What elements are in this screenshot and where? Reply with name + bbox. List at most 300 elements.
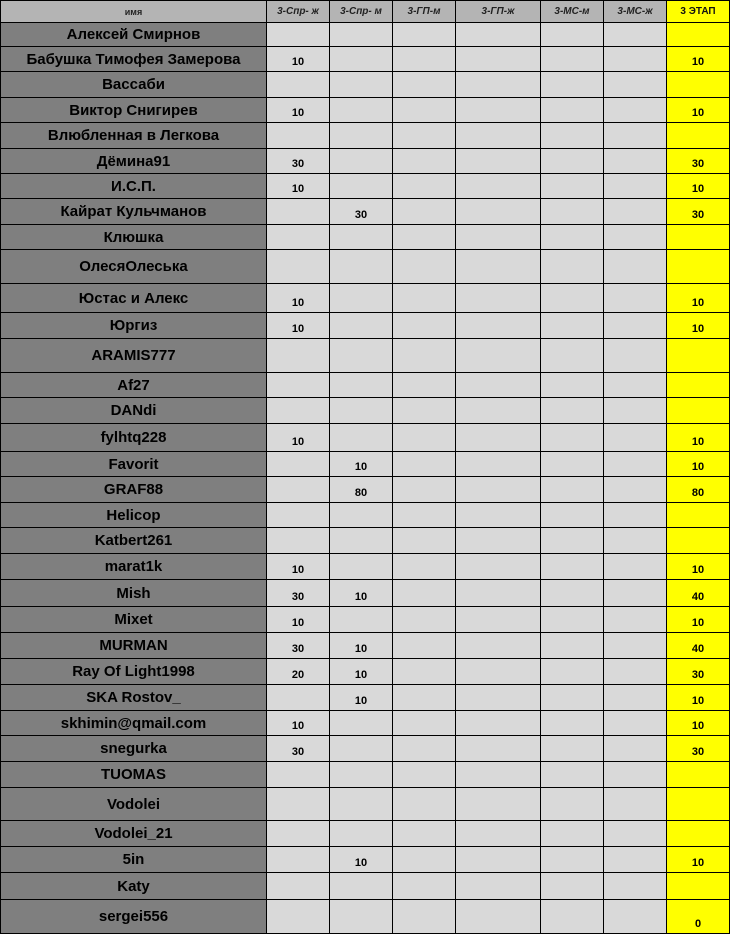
- header-gp-women[interactable]: 3-ГП-ж: [456, 1, 541, 23]
- score-ms-women[interactable]: [604, 72, 667, 98]
- score-ms-women[interactable]: [604, 98, 667, 123]
- score-gp-women[interactable]: [456, 225, 541, 250]
- score-gp-women[interactable]: [456, 373, 541, 398]
- score-ms-men[interactable]: [541, 503, 604, 528]
- score-spr-men[interactable]: [330, 250, 393, 284]
- score-gp-women[interactable]: [456, 762, 541, 788]
- score-ms-women[interactable]: [604, 503, 667, 528]
- table-row: [1, 736, 730, 762]
- score-gp-women[interactable]: [456, 659, 541, 685]
- score-gp-men[interactable]: [393, 736, 456, 762]
- score-spr-men[interactable]: [330, 424, 393, 452]
- score-gp-men[interactable]: [393, 607, 456, 633]
- participant-name[interactable]: Вассаби: [1, 72, 267, 98]
- score-ms-men[interactable]: [541, 736, 604, 762]
- participant-name[interactable]: Кайрат Кульчманов: [1, 199, 267, 225]
- participant-name[interactable]: И.С.П.: [1, 174, 267, 199]
- participant-name[interactable]: sergei556: [1, 900, 267, 934]
- score-ms-women[interactable]: [604, 788, 667, 821]
- score-ms-women[interactable]: [604, 250, 667, 284]
- participant-name[interactable]: Влюбленная в Легкова: [1, 123, 267, 149]
- participant-name[interactable]: Бабушка Тимофея Замерова: [1, 47, 267, 72]
- score-gp-men[interactable]: [393, 711, 456, 736]
- score-spr-men[interactable]: [330, 821, 393, 847]
- stage-total[interactable]: [667, 503, 730, 528]
- score-ms-women[interactable]: [604, 339, 667, 373]
- participant-name[interactable]: DANdi: [1, 398, 267, 424]
- score-ms-men[interactable]: [541, 284, 604, 313]
- score-spr-men[interactable]: [330, 762, 393, 788]
- score-spr-women[interactable]: 10: [267, 313, 330, 339]
- score-ms-women[interactable]: [604, 123, 667, 149]
- score-ms-men[interactable]: [541, 900, 604, 934]
- score-gp-men[interactable]: [393, 98, 456, 123]
- score-gp-women[interactable]: [456, 685, 541, 711]
- score-spr-women[interactable]: 20: [267, 659, 330, 685]
- score-gp-men[interactable]: [393, 149, 456, 174]
- score-spr-men[interactable]: [330, 788, 393, 821]
- score-ms-men[interactable]: [541, 199, 604, 225]
- score-ms-men[interactable]: [541, 373, 604, 398]
- score-spr-women[interactable]: [267, 398, 330, 424]
- score-ms-women[interactable]: [604, 373, 667, 398]
- table-row: [1, 607, 730, 633]
- score-spr-women[interactable]: [267, 788, 330, 821]
- score-gp-men[interactable]: [393, 123, 456, 149]
- score-ms-women[interactable]: [604, 607, 667, 633]
- stage-total[interactable]: [667, 873, 730, 900]
- score-gp-women[interactable]: [456, 339, 541, 373]
- score-spr-men[interactable]: 10: [330, 633, 393, 659]
- score-spr-men[interactable]: 10: [330, 659, 393, 685]
- score-ms-women[interactable]: [604, 199, 667, 225]
- score-spr-women[interactable]: 30: [267, 580, 330, 607]
- score-ms-women[interactable]: [604, 711, 667, 736]
- stage-total[interactable]: [667, 762, 730, 788]
- stage-total[interactable]: 10: [667, 313, 730, 339]
- score-gp-men[interactable]: [393, 847, 456, 873]
- score-spr-women[interactable]: [267, 225, 330, 250]
- score-ms-women[interactable]: [604, 398, 667, 424]
- score-ms-women[interactable]: [604, 580, 667, 607]
- participant-name[interactable]: Mixet: [1, 607, 267, 633]
- score-ms-men[interactable]: [541, 762, 604, 788]
- table-row: [1, 313, 730, 339]
- score-spr-women[interactable]: [267, 123, 330, 149]
- score-spr-women[interactable]: [267, 528, 330, 554]
- stage-total[interactable]: 10: [667, 452, 730, 477]
- stage-total[interactable]: 80: [667, 477, 730, 503]
- score-ms-men[interactable]: [541, 424, 604, 452]
- score-spr-men[interactable]: [330, 398, 393, 424]
- stage-total[interactable]: 10: [667, 685, 730, 711]
- score-ms-women[interactable]: [604, 284, 667, 313]
- stage-total[interactable]: 30: [667, 659, 730, 685]
- score-gp-women[interactable]: [456, 313, 541, 339]
- stage-total[interactable]: [667, 373, 730, 398]
- score-gp-women[interactable]: [456, 711, 541, 736]
- stage-total[interactable]: [667, 821, 730, 847]
- score-gp-women[interactable]: [456, 788, 541, 821]
- score-ms-women[interactable]: [604, 736, 667, 762]
- score-ms-women[interactable]: [604, 225, 667, 250]
- score-gp-women[interactable]: [456, 847, 541, 873]
- score-ms-men[interactable]: [541, 250, 604, 284]
- score-spr-men[interactable]: [330, 607, 393, 633]
- participant-name[interactable]: Helicop: [1, 503, 267, 528]
- score-ms-women[interactable]: [604, 528, 667, 554]
- score-ms-women[interactable]: [604, 554, 667, 580]
- score-spr-women[interactable]: 10: [267, 98, 330, 123]
- score-ms-men[interactable]: [541, 554, 604, 580]
- score-ms-men[interactable]: [541, 788, 604, 821]
- stage-total[interactable]: [667, 123, 730, 149]
- score-gp-women[interactable]: [456, 503, 541, 528]
- score-ms-women[interactable]: [604, 873, 667, 900]
- stage-total[interactable]: 10: [667, 284, 730, 313]
- score-spr-women[interactable]: 10: [267, 284, 330, 313]
- score-spr-women[interactable]: [267, 847, 330, 873]
- score-spr-women[interactable]: 30: [267, 736, 330, 762]
- score-spr-men[interactable]: [330, 339, 393, 373]
- score-spr-men[interactable]: [330, 174, 393, 199]
- header-stage-total[interactable]: 3 ЭТАП: [667, 1, 730, 23]
- score-spr-men[interactable]: [330, 225, 393, 250]
- score-gp-men[interactable]: [393, 72, 456, 98]
- table-row: [1, 47, 730, 72]
- score-ms-women[interactable]: [604, 477, 667, 503]
- header-gp-men[interactable]: 3-ГП-м: [393, 1, 456, 23]
- participant-name[interactable]: Vodolei_21: [1, 821, 267, 847]
- score-ms-women[interactable]: [604, 452, 667, 477]
- participant-name[interactable]: Юргиз: [1, 313, 267, 339]
- score-gp-men[interactable]: [393, 199, 456, 225]
- score-gp-women[interactable]: [456, 250, 541, 284]
- table-row: [1, 528, 730, 554]
- header-spr-women[interactable]: 3-Спр- ж: [267, 1, 330, 23]
- score-spr-women[interactable]: [267, 23, 330, 47]
- stage-total[interactable]: 10: [667, 47, 730, 72]
- participant-name[interactable]: Алексей Смирнов: [1, 23, 267, 47]
- score-ms-women[interactable]: [604, 149, 667, 174]
- score-gp-men[interactable]: [393, 900, 456, 934]
- score-spr-women[interactable]: [267, 477, 330, 503]
- score-gp-men[interactable]: [393, 225, 456, 250]
- table-row: [1, 250, 730, 284]
- score-gp-women[interactable]: [456, 873, 541, 900]
- score-spr-men[interactable]: [330, 123, 393, 149]
- table-row: [1, 633, 730, 659]
- score-ms-women[interactable]: [604, 821, 667, 847]
- score-gp-women[interactable]: [456, 528, 541, 554]
- score-gp-men[interactable]: [393, 580, 456, 607]
- participant-name[interactable]: Vodolei: [1, 788, 267, 821]
- participant-name[interactable]: Mish: [1, 580, 267, 607]
- score-gp-men[interactable]: [393, 398, 456, 424]
- score-spr-women[interactable]: [267, 685, 330, 711]
- score-spr-men[interactable]: [330, 98, 393, 123]
- stage-total[interactable]: 30: [667, 199, 730, 225]
- score-gp-women[interactable]: [456, 424, 541, 452]
- score-spr-women[interactable]: [267, 503, 330, 528]
- score-gp-women[interactable]: [456, 174, 541, 199]
- score-spr-men[interactable]: [330, 503, 393, 528]
- table-row: [1, 477, 730, 503]
- stage-total[interactable]: [667, 339, 730, 373]
- score-spr-men[interactable]: [330, 736, 393, 762]
- participant-name[interactable]: Katbert261: [1, 528, 267, 554]
- score-spr-men[interactable]: [330, 149, 393, 174]
- table-row: [1, 339, 730, 373]
- header-spr-men[interactable]: 3-Спр- м: [330, 1, 393, 23]
- stage-total[interactable]: [667, 398, 730, 424]
- score-ms-women[interactable]: [604, 685, 667, 711]
- score-spr-women[interactable]: 10: [267, 174, 330, 199]
- participant-name[interactable]: 5in: [1, 847, 267, 873]
- score-ms-women[interactable]: [604, 659, 667, 685]
- participant-name[interactable]: Юстас и Алекс: [1, 284, 267, 313]
- score-gp-women[interactable]: [456, 607, 541, 633]
- table-row: [1, 847, 730, 873]
- score-spr-men[interactable]: [330, 900, 393, 934]
- score-ms-women[interactable]: [604, 900, 667, 934]
- stage-total[interactable]: 30: [667, 736, 730, 762]
- score-spr-women[interactable]: 30: [267, 149, 330, 174]
- stage-total[interactable]: 40: [667, 633, 730, 659]
- score-ms-women[interactable]: [604, 23, 667, 47]
- participant-name[interactable]: SKA Rostov_: [1, 685, 267, 711]
- score-ms-women[interactable]: [604, 633, 667, 659]
- score-ms-men[interactable]: [541, 47, 604, 72]
- score-spr-women[interactable]: [267, 72, 330, 98]
- stage-total[interactable]: 10: [667, 174, 730, 199]
- score-gp-women[interactable]: [456, 398, 541, 424]
- score-gp-men[interactable]: [393, 762, 456, 788]
- table-row: [1, 373, 730, 398]
- table-row: [1, 685, 730, 711]
- score-gp-men[interactable]: [393, 503, 456, 528]
- participant-name[interactable]: GRAF88: [1, 477, 267, 503]
- score-gp-women[interactable]: [456, 736, 541, 762]
- score-gp-women[interactable]: [456, 900, 541, 934]
- score-gp-women[interactable]: [456, 149, 541, 174]
- stage-total[interactable]: 30: [667, 149, 730, 174]
- score-ms-men[interactable]: [541, 821, 604, 847]
- score-gp-men[interactable]: [393, 554, 456, 580]
- participant-name[interactable]: ОлесяОлеська: [1, 250, 267, 284]
- score-gp-women[interactable]: [456, 633, 541, 659]
- score-ms-men[interactable]: [541, 123, 604, 149]
- score-ms-men[interactable]: [541, 398, 604, 424]
- stage-total[interactable]: [667, 225, 730, 250]
- participant-name[interactable]: TUOMAS: [1, 762, 267, 788]
- table-body: [1, 23, 730, 934]
- participant-name[interactable]: Favorit: [1, 452, 267, 477]
- score-ms-men[interactable]: [541, 873, 604, 900]
- score-gp-men[interactable]: [393, 47, 456, 72]
- score-spr-men[interactable]: 10: [330, 685, 393, 711]
- stage-total[interactable]: [667, 528, 730, 554]
- score-gp-men[interactable]: [393, 174, 456, 199]
- header-ms-men[interactable]: 3-МС-м: [541, 1, 604, 23]
- score-spr-men[interactable]: [330, 873, 393, 900]
- score-ms-women[interactable]: [604, 762, 667, 788]
- score-gp-women[interactable]: [456, 452, 541, 477]
- score-ms-men[interactable]: [541, 659, 604, 685]
- score-ms-women[interactable]: [604, 313, 667, 339]
- score-spr-men[interactable]: [330, 373, 393, 398]
- score-spr-women[interactable]: 30: [267, 633, 330, 659]
- score-gp-men[interactable]: [393, 23, 456, 47]
- participant-name[interactable]: Дёмина91: [1, 149, 267, 174]
- score-ms-women[interactable]: [604, 847, 667, 873]
- table-row: [1, 762, 730, 788]
- participant-name[interactable]: Katy: [1, 873, 267, 900]
- score-spr-men[interactable]: 80: [330, 477, 393, 503]
- stage-total[interactable]: 10: [667, 98, 730, 123]
- score-spr-women[interactable]: [267, 250, 330, 284]
- score-ms-men[interactable]: [541, 225, 604, 250]
- score-gp-men[interactable]: [393, 250, 456, 284]
- score-spr-women[interactable]: 10: [267, 554, 330, 580]
- score-spr-women[interactable]: 10: [267, 47, 330, 72]
- stage-total[interactable]: 0: [667, 900, 730, 934]
- participant-name[interactable]: Виктор Снигирев: [1, 98, 267, 123]
- score-spr-men[interactable]: [330, 72, 393, 98]
- table-row: [1, 72, 730, 98]
- score-spr-women[interactable]: [267, 452, 330, 477]
- score-gp-women[interactable]: [456, 199, 541, 225]
- stage-total[interactable]: [667, 250, 730, 284]
- participant-name[interactable]: ARAMIS777: [1, 339, 267, 373]
- score-spr-women[interactable]: 10: [267, 711, 330, 736]
- header-name[interactable]: имя: [1, 1, 267, 23]
- score-ms-men[interactable]: [541, 98, 604, 123]
- score-gp-women[interactable]: [456, 72, 541, 98]
- score-ms-men[interactable]: [541, 452, 604, 477]
- score-spr-men[interactable]: [330, 23, 393, 47]
- score-spr-men[interactable]: 10: [330, 580, 393, 607]
- score-spr-men[interactable]: [330, 554, 393, 580]
- score-ms-women[interactable]: [604, 174, 667, 199]
- score-ms-men[interactable]: [541, 174, 604, 199]
- participant-name[interactable]: MURMAN: [1, 633, 267, 659]
- score-gp-women[interactable]: [456, 123, 541, 149]
- score-gp-men[interactable]: [393, 313, 456, 339]
- score-ms-men[interactable]: [541, 633, 604, 659]
- score-spr-men[interactable]: [330, 284, 393, 313]
- score-ms-men[interactable]: [541, 685, 604, 711]
- score-gp-men[interactable]: [393, 452, 456, 477]
- stage-total[interactable]: 10: [667, 607, 730, 633]
- score-gp-men[interactable]: [393, 424, 456, 452]
- score-ms-men[interactable]: [541, 477, 604, 503]
- score-ms-men[interactable]: [541, 149, 604, 174]
- score-spr-women[interactable]: [267, 339, 330, 373]
- participant-name[interactable]: snegurka: [1, 736, 267, 762]
- header-ms-women[interactable]: 3-МС-ж: [604, 1, 667, 23]
- participant-name[interactable]: skhimin@qmail.com: [1, 711, 267, 736]
- score-gp-men[interactable]: [393, 659, 456, 685]
- score-gp-men[interactable]: [393, 633, 456, 659]
- score-gp-men[interactable]: [393, 821, 456, 847]
- score-ms-men[interactable]: [541, 339, 604, 373]
- score-spr-women[interactable]: [267, 373, 330, 398]
- stage-total[interactable]: 10: [667, 711, 730, 736]
- score-gp-women[interactable]: [456, 98, 541, 123]
- score-spr-men[interactable]: [330, 711, 393, 736]
- participant-name[interactable]: Ray Of Light1998: [1, 659, 267, 685]
- score-spr-women[interactable]: [267, 873, 330, 900]
- stage-total[interactable]: [667, 23, 730, 47]
- score-ms-men[interactable]: [541, 711, 604, 736]
- stage-total[interactable]: 40: [667, 580, 730, 607]
- score-gp-women[interactable]: [456, 821, 541, 847]
- score-spr-women[interactable]: 10: [267, 607, 330, 633]
- stage-total[interactable]: [667, 72, 730, 98]
- score-gp-men[interactable]: [393, 788, 456, 821]
- score-gp-women[interactable]: [456, 477, 541, 503]
- stage-total[interactable]: 10: [667, 554, 730, 580]
- score-ms-men[interactable]: [541, 72, 604, 98]
- score-gp-women[interactable]: [456, 580, 541, 607]
- table-row: [1, 503, 730, 528]
- score-spr-women[interactable]: 10: [267, 424, 330, 452]
- stage-total[interactable]: 10: [667, 424, 730, 452]
- score-ms-women[interactable]: [604, 424, 667, 452]
- score-ms-men[interactable]: [541, 607, 604, 633]
- score-spr-men[interactable]: [330, 313, 393, 339]
- stage-total[interactable]: 10: [667, 847, 730, 873]
- score-gp-men[interactable]: [393, 528, 456, 554]
- score-ms-men[interactable]: [541, 23, 604, 47]
- table-row: [1, 23, 730, 47]
- score-gp-women[interactable]: [456, 554, 541, 580]
- stage-total[interactable]: [667, 788, 730, 821]
- score-gp-women[interactable]: [456, 47, 541, 72]
- score-ms-men[interactable]: [541, 580, 604, 607]
- score-ms-women[interactable]: [604, 47, 667, 72]
- score-gp-men[interactable]: [393, 477, 456, 503]
- score-spr-women[interactable]: [267, 821, 330, 847]
- participant-name[interactable]: Af27: [1, 373, 267, 398]
- score-spr-men[interactable]: 30: [330, 199, 393, 225]
- score-spr-men[interactable]: 10: [330, 452, 393, 477]
- table-row: [1, 199, 730, 225]
- score-gp-women[interactable]: [456, 23, 541, 47]
- score-spr-men[interactable]: 10: [330, 847, 393, 873]
- score-spr-women[interactable]: [267, 199, 330, 225]
- score-spr-women[interactable]: [267, 900, 330, 934]
- participant-name[interactable]: marat1k: [1, 554, 267, 580]
- table-row: [1, 554, 730, 580]
- table-row: [1, 873, 730, 900]
- score-gp-men[interactable]: [393, 873, 456, 900]
- score-spr-women[interactable]: [267, 762, 330, 788]
- score-spr-men[interactable]: [330, 47, 393, 72]
- participant-name[interactable]: Клюшка: [1, 225, 267, 250]
- score-ms-men[interactable]: [541, 313, 604, 339]
- score-ms-men[interactable]: [541, 528, 604, 554]
- score-gp-men[interactable]: [393, 339, 456, 373]
- score-gp-men[interactable]: [393, 685, 456, 711]
- score-gp-men[interactable]: [393, 284, 456, 313]
- score-ms-men[interactable]: [541, 847, 604, 873]
- score-gp-men[interactable]: [393, 373, 456, 398]
- score-gp-women[interactable]: [456, 284, 541, 313]
- score-spr-men[interactable]: [330, 528, 393, 554]
- participant-name[interactable]: fylhtq228: [1, 424, 267, 452]
